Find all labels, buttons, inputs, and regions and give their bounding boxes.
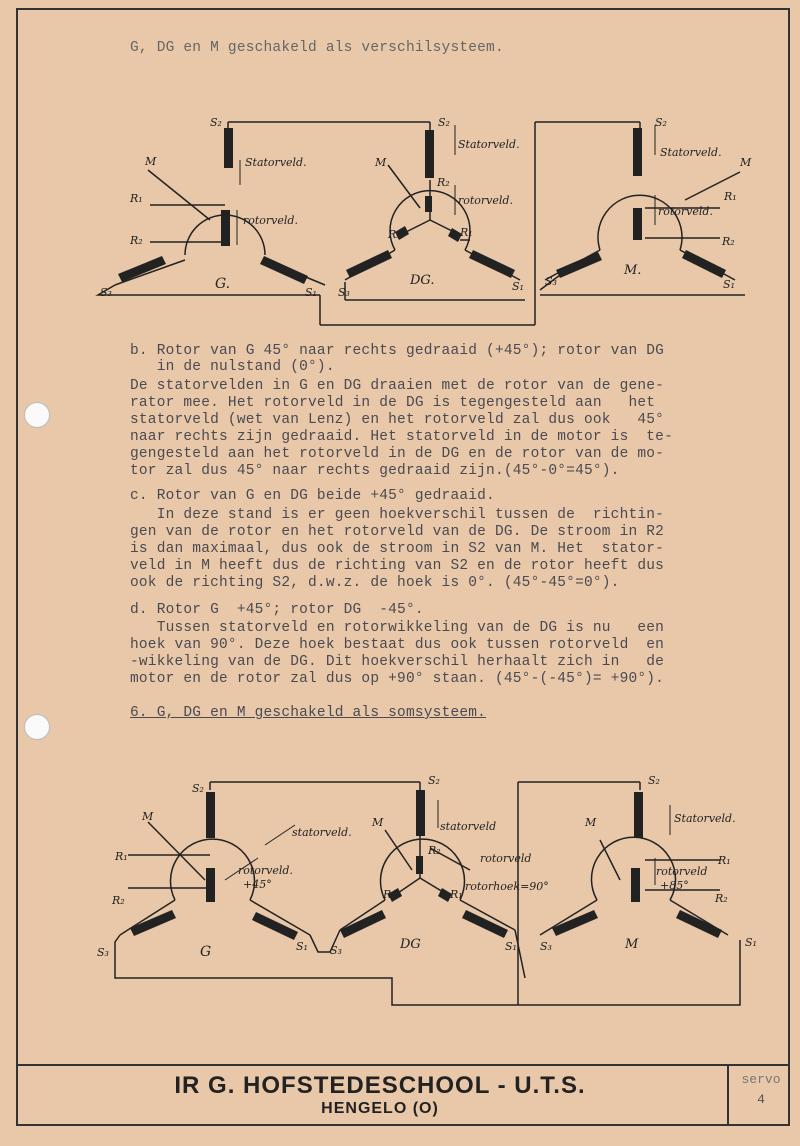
section-b-line-7: gengesteld aan het rotorveld in de DG en de rotor van de mo- (130, 446, 665, 462)
svg-text:Statorveld.: Statorveld. (245, 156, 307, 169)
series-label: servo (741, 1072, 781, 1087)
section-b-line-4: rator mee. Het rotorveld in de DG is tegengesteld aan het (130, 395, 656, 411)
svg-text:R₁: R₁ (115, 850, 128, 863)
svg-text:S₁: S₁ (723, 278, 735, 291)
diagram-difference-system (0, 100, 800, 330)
svg-text:S₂: S₂ (192, 782, 204, 795)
svg-text:M: M (145, 155, 157, 168)
svg-text:S₂: S₂ (428, 774, 440, 787)
section-d-line-4: -wikkeling van de DG. Dit hoekverschil herhaalt zich in de (130, 654, 665, 670)
svg-text:S₂: S₂ (438, 116, 450, 129)
svg-text:R₂: R₂ (715, 892, 728, 905)
svg-text:+45°: +45° (243, 878, 272, 891)
footer-divider (16, 1064, 790, 1066)
label-g: G (200, 944, 212, 960)
svg-text:S₃: S₃ (97, 946, 109, 959)
svg-text:R₃: R₃ (388, 228, 401, 241)
section-b-line-8: tor zal dus 45° naar rechts gedraaid zijn.(45°-0°=45°). (130, 463, 620, 479)
svg-text:M: M (372, 816, 384, 829)
svg-text:rotorveld.: rotorveld. (238, 864, 293, 877)
section-d-line-1: d. Rotor G +45°; rotor DG -45°. (130, 602, 424, 618)
punch-hole (24, 402, 50, 428)
svg-text:G.: G. (215, 276, 231, 292)
section-d-line-5: motor en de rotor zal dus op +90° staan. (45°-(-45°)= +90°). (130, 671, 665, 687)
svg-text:M: M (375, 156, 387, 169)
svg-text:S₁: S₁ (296, 940, 308, 953)
svg-text:M: M (740, 156, 752, 169)
svg-text:rotorveld.: rotorveld. (243, 214, 298, 227)
svg-text:Statorveld.: Statorveld. (674, 812, 736, 825)
svg-text:S₃: S₃ (545, 275, 557, 288)
section-c-line-5: veld in M heeft dus de richting van S2 en de rotor heeft dus (130, 558, 665, 574)
svg-text:R₁: R₁ (724, 190, 737, 203)
svg-text:S₃: S₃ (100, 286, 112, 299)
svg-text:Statorveld.: Statorveld. (458, 138, 520, 151)
section-d-line-3: hoek van 90°. Deze hoek bestaat dus ook tussen rotorveld en (130, 637, 665, 653)
svg-text:DG.: DG. (410, 273, 435, 288)
svg-text:R₂: R₂ (722, 235, 735, 248)
svg-text:rotorveld: rotorveld (656, 865, 708, 878)
section-c-line-6: ook de richting S2, d.w.z. de hoek is 0°. (45°-45°=0°). (130, 575, 620, 591)
svg-text:S₁: S₁ (305, 286, 317, 299)
svg-text:S₁: S₁ (505, 940, 517, 953)
label-dg: DG (400, 937, 421, 952)
label-g-statorveld: statorveld. (292, 826, 352, 839)
svg-text:M: M (142, 810, 154, 823)
svg-text:M.: M. (624, 263, 642, 278)
heading-sum-system: 6. G, DG en M geschakeld als somsysteem. (130, 705, 487, 721)
svg-text:S₃: S₃ (330, 944, 342, 957)
footer-separator (727, 1064, 729, 1126)
svg-text:S₃: S₃ (540, 940, 552, 953)
diagram-sum-system (0, 770, 800, 1020)
svg-text:S₁: S₁ (745, 936, 757, 949)
svg-text:R₂: R₂ (437, 176, 450, 189)
label-dg-rotorhoek: rotorhoek=90° (465, 880, 549, 893)
label-dg-rotorveld: rotorveld (480, 852, 532, 865)
svg-text:S₂: S₂ (648, 774, 660, 787)
svg-text:M: M (585, 816, 597, 829)
school-city: HENGELO (O) (321, 1100, 439, 1117)
svg-text:R₁: R₁ (130, 192, 143, 205)
svg-text:S₃: S₃ (338, 286, 350, 299)
school-name: IR G. HOFSTEDESCHOOL - U.T.S. (174, 1072, 586, 1099)
section-c-line-3: gen van de rotor en het rotorveld van de DG. De stroom in R2 (130, 524, 665, 540)
section-c-line-4: is dan maximaal, dus ook de stroom in S2 van M. Het stator- (130, 541, 665, 557)
section-b-line-1: b. Rotor van G 45° naar rechts gedraaid (+45°); rotor van DG (130, 343, 665, 359)
svg-text:+85°: +85° (660, 879, 689, 892)
page-number: 4 (757, 1092, 765, 1107)
svg-text:rotorveld.: rotorveld. (458, 194, 513, 207)
label-m: M (625, 937, 639, 952)
section-b-line-2: in de nulstand (0°). (130, 359, 335, 375)
svg-text:rotorveld.: rotorveld. (658, 205, 713, 218)
section-c-line-2: In deze stand is er geen hoekverschil tussen de richtin- (130, 507, 665, 523)
svg-text:R₂: R₂ (130, 234, 143, 247)
section-c-line-1: c. Rotor van G en DG beide +45° gedraaid. (130, 488, 495, 504)
svg-text:R₃: R₃ (383, 888, 396, 901)
svg-text:S₁: S₁ (512, 280, 524, 293)
section-b-line-5: statorveld (wet van Lenz) en het rotorveld zal dus ook 45° (130, 412, 665, 428)
svg-text:S₂: S₂ (655, 116, 667, 129)
section-b-line-3: De statorvelden in G en DG draaien met de rotor van de gene- (130, 378, 665, 394)
section-d-line-2: Tussen statorveld en rotorwikkeling van de DG is nu een (130, 620, 665, 636)
svg-text:R₁: R₁ (718, 854, 731, 867)
svg-text:R₁: R₁ (460, 226, 473, 239)
punch-hole (24, 714, 50, 740)
svg-text:R₂: R₂ (428, 844, 441, 857)
svg-text:R₂: R₂ (112, 894, 125, 907)
svg-text:R₁: R₁ (450, 888, 463, 901)
svg-text:Statorveld.: Statorveld. (660, 146, 722, 159)
section-b-line-6: naar rechts zijn gedraaid. Het statorveld in de motor is te- (130, 429, 673, 445)
heading-difference-system: G, DG en M geschakeld als verschilsysteem. (130, 40, 504, 56)
svg-text:S₂: S₂ (210, 116, 222, 129)
label-dg-statorveld: statorveld (440, 820, 497, 833)
